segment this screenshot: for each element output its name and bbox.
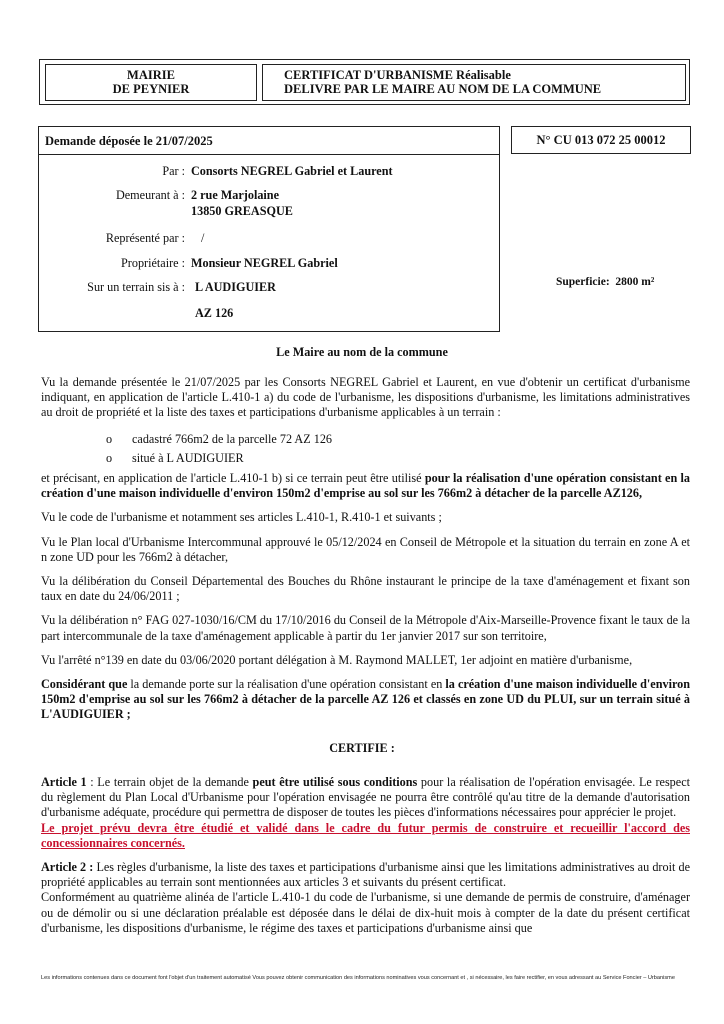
mayor-heading: Le Maire au nom de la commune <box>276 345 448 359</box>
list-item: o situé à L AUDIGUIER <box>106 449 332 468</box>
represente-value: / <box>201 231 205 245</box>
article-2-continued: Conformément au quatrième alinéa de l'article L.410-1 du code de l'urbanisme, si une demande de permis de construire, d'aménager ou de démolir ou si une déclaration préalable est déposée dans le délai de dix-huit mois à compter de la date du présent certificat d'urbanisme, les dispositions d'urbanisme, le régime des taxes et participations d'urbanisme ainsi que <box>41 890 690 935</box>
mairie-box <box>45 64 257 101</box>
proprietaire-label: Propriétaire : <box>121 256 185 270</box>
request-divider <box>39 154 499 155</box>
footer-notice: Les informations contenues dans ce document font l'objet d'un traitement automatisé Vous pouvez obtenir communication des informations nominatives vous concernant et , si nécessaire, les faire rectifier, en vous adressant au Service Foncier – Urbanisme <box>41 975 675 981</box>
certificate-title-box <box>262 64 686 101</box>
certifie-heading: CERTIFIE : <box>329 741 395 755</box>
article-1-warning: Le projet prévu devra être étudié et validé dans le cadre du futur permis de construire et recueillir l'accord des concessionnaires concernés. <box>41 820 690 850</box>
mairie-name: MAIRIE <box>127 68 175 82</box>
cu-number-frame <box>511 126 691 154</box>
mairie-commune: DE PEYNIER <box>112 82 190 96</box>
request-date: Demande déposée le 21/07/2025 <box>45 134 213 148</box>
vu-arrete: Vu l'arrêté n°139 en date du 03/06/2020 portant délégation à M. Raymond MALLET, 1er adjoint en matière d'urbanisme, <box>41 652 633 667</box>
terrain-value: L AUDIGUIER <box>195 280 276 294</box>
list-item: o cadastré 766m2 de la parcelle 72 AZ 126 <box>106 430 332 449</box>
bullet-icon: o <box>106 451 113 465</box>
precisant-paragraph: et précisant, en application de l'article L.410-1 b) si ce terrain peut être utilisé pour la réalisation d'une opération consistant en la création d'une maison individuelle d'environ 150m2 d'emprise au sol sur les 766m2 à détacher de la parcelle AZ126, <box>41 471 690 501</box>
article-2: Article 2 : Les règles d'urbanisme, la liste des taxes et participations d'urbanisme ainsi que les limitations administratives au droit de propriété applicables au terrain sont mentionnées aux articles 3 et suivants du présent certificat. <box>41 860 690 890</box>
article-1: Article 1 : Le terrain objet de la demande peut être utilisé sous conditions pour la réalisation de l'opération envisagée. Le respect du règlement du Plan Local d'Urbanisme pour l'opération envisagée ne pourra être contrôlé qu'au titre de la demande d'autorisation d'urbanisme adéquate, procédure qui permettra de disposer de toutes les pièces d'informations nécessaires pour apprécier le projet. <box>41 775 690 820</box>
certificate-subtitle: DELIVRE PAR LE MAIRE AU NOM DE LA COMMUNE <box>284 82 602 96</box>
cu-number: N° CU 013 072 25 00012 <box>536 133 666 147</box>
vu-plui: Vu le Plan local d'Urbanisme Intercommunal approuvé le 05/12/2024 en Conseil de Métropole et la situation du terrain en zone A et n zone UD pour les 766m2 à détacher, <box>41 534 690 564</box>
terrain-label: Sur un terrain sis à : <box>87 280 185 294</box>
considerant-paragraph: Considérant que la demande porte sur la réalisation d'une opération consistant en la création d'une maison individuelle d'environ 150m2 d'emprise au sol sur les 766m2 à détacher de la parcelle AZ 126 et classés en zone UD du PLUI, sur un terrain situé à L'AUDIGUIER ; <box>41 677 691 722</box>
vu-deliberation-departement: Vu la délibération du Conseil Départemental des Bouches du Rhône instaurant le principe de la taxe d'aménagement et fixant son taux en date du 24/06/2011 ; <box>41 574 690 604</box>
bullet-icon: o <box>106 432 113 446</box>
par-value: Consorts NEGREL Gabriel et Laurent <box>191 164 393 178</box>
demeurant-label: Demeurant à : <box>115 188 185 202</box>
par-label: Par : <box>162 164 185 178</box>
address-line1: 2 rue Marjolaine <box>191 188 279 202</box>
vu-code-urbanisme: Vu le code de l'urbanisme et notamment ses articles L.410-1, R.410-1 et suivants ; <box>41 510 442 525</box>
address-line2: 13850 GREASQUE <box>191 204 293 218</box>
superficie <box>556 276 654 288</box>
certificate-title: CERTIFICAT D'URBANISME Réalisable <box>284 68 511 82</box>
represente-label: Représenté par : <box>105 231 185 245</box>
superficie-value: 2800 m² <box>615 276 655 288</box>
parcel-value: AZ 126 <box>195 306 234 320</box>
proprietaire-value: Monsieur NEGREL Gabriel <box>191 256 338 270</box>
vu-demande: Vu la demande présentée le 21/07/2025 par les Consorts NEGREL Gabriel et Laurent, en vue d'obtenir un certificat d'urbanisme indiquant, en application de l'article L.410-1 a) du code de l'urbanisme, les dispositions d'urbanisme, les limitations administratives au droit de propriété et la liste des taxes et participations d'urbanisme applicables à un terrain : <box>41 375 690 420</box>
header-frame <box>39 59 690 105</box>
vu-deliberation-metropole: Vu la délibération n° FAG 027-1030/16/CM du 17/10/2016 du Conseil de la Métropole d'Aix-Marseille-Provence fixant le taux de la part intercommunale de la taxe d'aménagement applicable à partir du 1er janvier 2017 sur son territoire, <box>41 613 690 643</box>
request-frame <box>38 126 500 332</box>
superficie-label: Superficie: <box>556 276 610 288</box>
